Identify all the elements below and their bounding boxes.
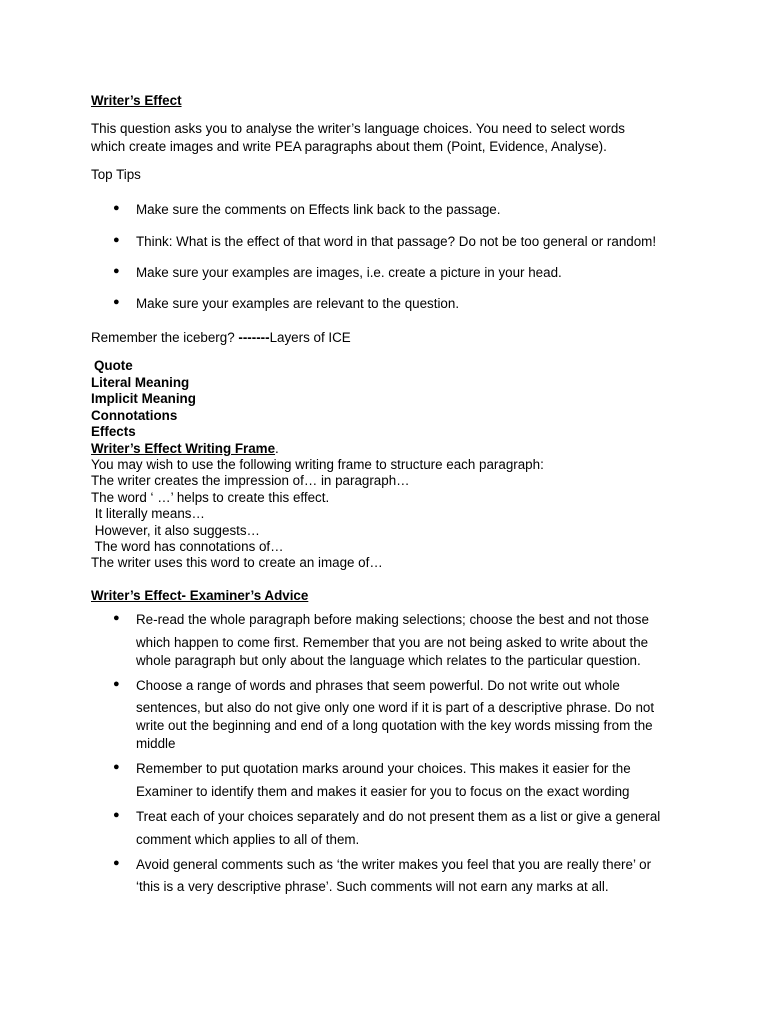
iceberg-line: [91, 330, 351, 345]
intro-line-1: This question asks you to analyse the writer’s language choices. You need to select words: [91, 121, 625, 136]
advice-heading: Writer’s Effect- Examiner’s Advice: [91, 588, 309, 603]
ice-layer-effects: Effects: [91, 424, 136, 439]
frame-line: You may wish to use the following writing frame to structure each paragraph:: [91, 457, 544, 472]
bullet-icon: ●: [113, 296, 120, 308]
bullet-icon: ●: [113, 265, 120, 277]
tip-text: Make sure the comments on Effects link back to the passage.: [136, 202, 501, 217]
ice-layer-quote: Quote: [94, 358, 133, 373]
bullet-icon: ●: [113, 761, 120, 773]
frame-heading: Writer’s Effect Writing Frame: [91, 441, 276, 456]
frame-line: However, it also suggests…: [91, 523, 260, 538]
iceberg-prefix: Remember the iceberg?: [91, 330, 239, 345]
tip-text: Make sure your examples are relevant to the question.: [136, 296, 460, 311]
iceberg-suffix: Layers of ICE: [269, 330, 351, 345]
bullet-icon: ●: [113, 857, 120, 869]
tip-text: Make sure your examples are images, i.e. create a picture in your head.: [136, 265, 562, 280]
advice-line: Treat each of your choices separately and do not present them as a list or give a general: [136, 809, 661, 824]
frame-heading-line: [91, 441, 279, 456]
bullet-icon: ●: [113, 809, 120, 821]
advice-line: comment which applies to all of them.: [136, 832, 360, 847]
bullet-icon: ●: [113, 202, 120, 214]
advice-line: ‘this is a very descriptive phrase’. Such comments will not earn any marks at all.: [136, 879, 609, 894]
advice-line: which happen to come first. Remember that you are not being asked to write about the: [136, 635, 649, 650]
ice-layer-literal: Literal Meaning: [91, 375, 190, 390]
tip-text: Think: What is the effect of that word in that passage? Do not be too general or random!: [136, 234, 657, 249]
ice-layer-implicit: Implicit Meaning: [91, 391, 196, 406]
advice-line: Remember to put quotation marks around your choices. This makes it easier for the: [136, 761, 631, 776]
bullet-icon: ●: [113, 678, 120, 690]
bullet-icon: ●: [113, 612, 120, 624]
frame-line: The word ‘ …’ helps to create this effect.: [91, 490, 330, 505]
advice-line: Choose a range of words and phrases that seem powerful. Do not write out whole: [136, 678, 620, 693]
bullet-icon: ●: [113, 234, 120, 246]
iceberg-dashes: -------: [238, 330, 270, 345]
advice-line: write out the beginning and end of a long quotation with the key words missing from the: [136, 718, 653, 733]
advice-line: Avoid general comments such as ‘the writer makes you feel that you are really there’ or: [136, 857, 652, 872]
frame-line: The writer uses this word to create an image of…: [91, 555, 383, 570]
advice-line: whole paragraph but only about the language which relates to the particular question.: [136, 653, 641, 668]
advice-line: middle: [136, 736, 176, 751]
intro-line-2: which create images and write PEA paragraphs about them (Point, Evidence, Analyse).: [91, 139, 607, 154]
frame-heading-period: .: [275, 441, 279, 456]
advice-line: sentences, but also do not give only one word if it is part of a descriptive phrase. Do not: [136, 700, 655, 715]
frame-line: The writer creates the impression of… in paragraph…: [91, 473, 410, 488]
top-tips-label: Top Tips: [91, 167, 141, 182]
advice-line: Re-read the whole paragraph before making selections; choose the best and not those: [136, 612, 649, 627]
advice-line: Examiner to identify them and makes it easier for you to focus on the exact wording: [136, 784, 630, 799]
frame-line: It literally means…: [91, 506, 205, 521]
page-heading: Writer’s Effect: [91, 93, 182, 108]
ice-layer-connotations: Connotations: [91, 408, 178, 423]
frame-line: The word has connotations of…: [91, 539, 284, 554]
